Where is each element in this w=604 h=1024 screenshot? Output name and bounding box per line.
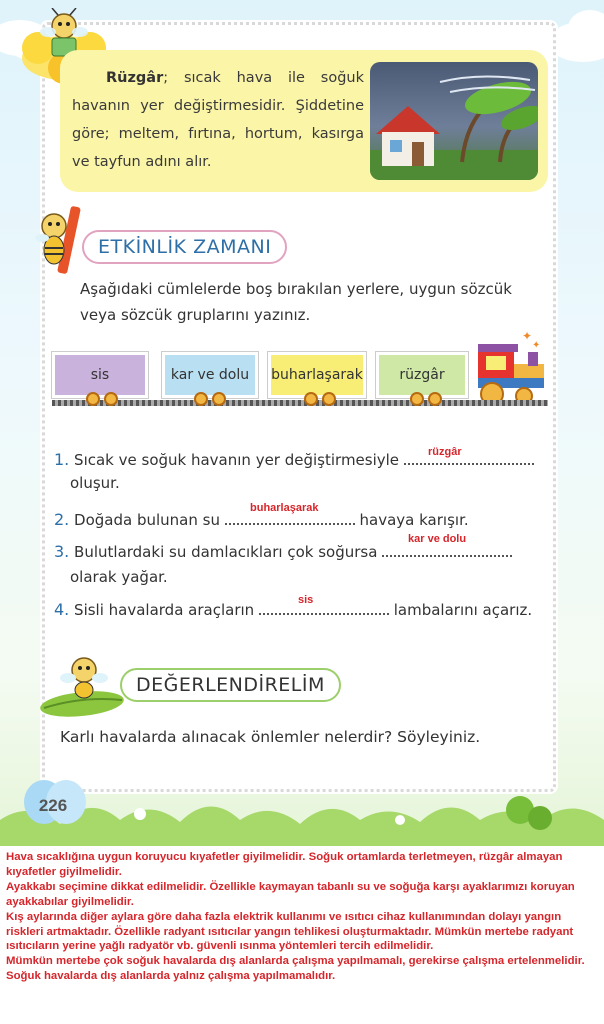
question-text-after: havaya karışır. <box>359 511 469 529</box>
evaluation-title: DEĞERLENDİRELİM <box>120 668 341 702</box>
answer-note: Mümkün mertebe çok soğuk havalarda dış alanlarda çalışma yapılmamalı, gerekirse çalışma ertelenmelidir. Soğuk havalarda dış alanlarda yalnız çalışma yapılmamalıdır. <box>6 955 585 983</box>
wagon-word-buharlasarak <box>268 352 366 398</box>
question-number: 2. <box>54 510 70 529</box>
evaluation-question: Karlı havalarda alınacak önlemler nelerdir? Söyleyiniz. <box>60 728 481 746</box>
wagon-label: sis <box>90 367 110 383</box>
wagon-word-kar-ve-dolu <box>162 352 258 398</box>
bee-with-pencil-illustration <box>34 202 86 278</box>
activity-instruction: Aşağıdaki cümlelerde boş bırakılan yerlere, uygun sözcük veya sözcük gruplarını yazınız. <box>80 280 512 324</box>
answer-sis: sis <box>298 594 314 606</box>
locomotive-illustration <box>474 328 550 408</box>
answer-note: Hava sıcaklığına uygun koruyucu kıyafetler giyilmelidir. Soğuk ortamlarda terletmeyen, rüzgâr almayan kıyafetler giyilmelidir. <box>6 851 563 878</box>
question-text-line2: oluşur. <box>70 474 120 492</box>
answer-blank[interactable] <box>259 603 389 615</box>
question-1-continued <box>70 474 120 492</box>
answer-blank[interactable] <box>404 453 534 465</box>
question-text: Sisli havalarda araçların <box>74 601 255 619</box>
question-number: 4. <box>54 600 70 619</box>
question-4 <box>54 600 532 619</box>
definition-body: ; sıcak hava ile soğuk havanın yer değiştirmesidir. Şiddetine göre; meltem, fırtına, hortum, kasırga ve tayfun adını alır. <box>72 70 364 170</box>
question-text: Bulutlardaki su damlacıkları çok soğursa <box>74 543 378 561</box>
answer-kar-ve-dolu: kar ve dolu <box>408 533 467 545</box>
wagon-wheel <box>428 392 442 406</box>
answer-buharlasarak: buharlaşarak <box>250 502 319 514</box>
definition-text <box>72 64 364 176</box>
answer-notes <box>6 850 600 984</box>
train-track <box>52 400 548 406</box>
activity-title: ETKİNLİK ZAMANI <box>82 230 287 264</box>
question-text: Sıcak ve soğuk havanın yer değiştirmesiyle <box>74 451 400 469</box>
windy-house-illustration <box>370 62 538 180</box>
wagon-wheel <box>322 392 336 406</box>
page-number: 226 <box>38 796 68 815</box>
wagon-wheel <box>104 392 118 406</box>
grass-decoration <box>0 790 604 846</box>
wagon-wheel <box>86 392 100 406</box>
question-number: 3. <box>54 542 70 561</box>
cloud-right-2 <box>568 10 604 46</box>
definition-term: Rüzgâr <box>106 70 164 86</box>
wagon-word-sis <box>52 352 148 398</box>
question-number: 1. <box>54 450 70 469</box>
question-3-continued <box>70 568 168 586</box>
wagon-wheel <box>304 392 318 406</box>
question-text-after: lambalarını açarız. <box>393 601 533 619</box>
wagon-label: buharlaşarak <box>271 367 363 383</box>
wagon-label: rüzgâr <box>399 367 445 383</box>
answer-blank[interactable] <box>382 545 512 557</box>
svg-text:✦: ✦ <box>532 340 541 351</box>
wagon-label: kar ve dolu <box>170 367 250 383</box>
answer-ruzgar: rüzgâr <box>428 446 462 458</box>
wagon-wheel <box>410 392 424 406</box>
bee-on-leaf-illustration <box>36 650 128 720</box>
wagon-word-ruzgar <box>376 352 468 398</box>
answer-note: Ayakkabı seçimine dikkat edilmelidir. Özellikle kaymayan tabanlı su ve soğuğa karşı ayaklarımızı koruyan ayakkabılar giyilmelidir. <box>6 880 575 908</box>
answer-note: Kış aylarında diğer aylara göre daha fazla elektrik kullanımı ve ısıtıcı cihaz kullanımından dolayı yangın riskleri artmaktadır. Özellikle radyant ısıtıcılar yangın tehlikesi oluşturmaktadır. Mümkün mertebe radyant ısıtıcıların yerine yağlı radyatör vb. güvenli ısınma yöntemleri tercih edilmelidir. <box>6 910 574 953</box>
answer-blank[interactable] <box>225 513 355 525</box>
wagon-wheel <box>212 392 226 406</box>
svg-text:✦: ✦ <box>522 329 533 343</box>
question-text-line2: olarak yağar. <box>70 568 168 586</box>
wagon-wheel <box>194 392 208 406</box>
question-text: Doğada bulunan su <box>74 511 220 529</box>
